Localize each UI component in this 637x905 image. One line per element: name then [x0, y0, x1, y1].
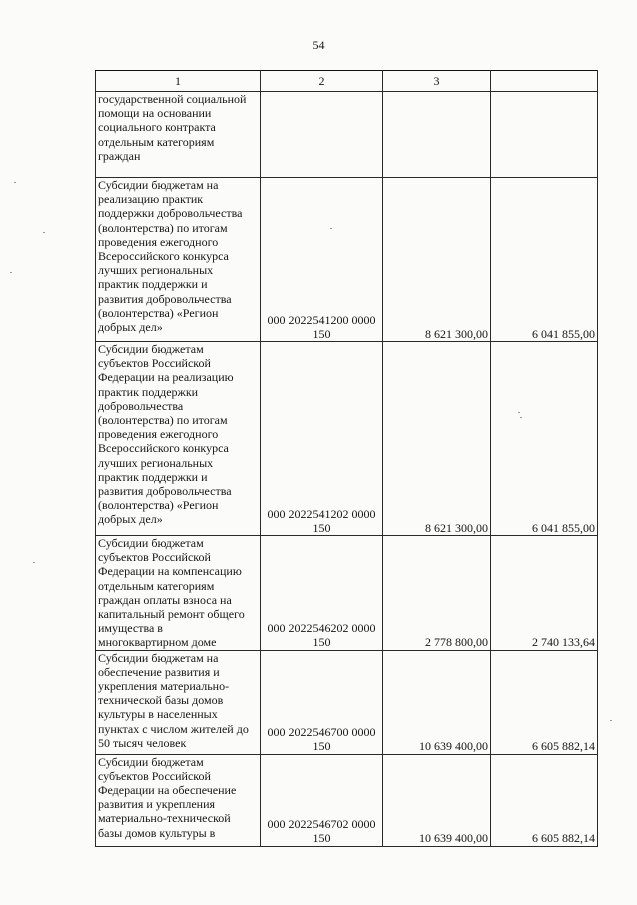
row-code: 000 2022541202 0000 150 — [267, 506, 376, 535]
row-actual-value: 6 605 882,14 — [491, 754, 598, 846]
scan-speck — [14, 182, 16, 183]
row-name-cell — [96, 536, 261, 651]
row-name-cell — [96, 178, 261, 342]
budget-revenue-table — [95, 70, 598, 847]
table-row — [96, 754, 598, 846]
row-plan-value — [383, 92, 491, 178]
row-code-cell — [261, 536, 383, 651]
row-code-cell — [261, 754, 383, 846]
row-plan-value: 8 621 300,00 — [383, 342, 491, 536]
row-name: Субсидии бюджетам на обеспечение развития и укрепления материально- технической базы домов культуры в населенных пунктах с числом жителей до 50 тысяч человек — [98, 650, 249, 750]
row-actual-value: 6 041 855,00 — [491, 342, 598, 536]
scan-speck — [43, 232, 45, 233]
row-name-cell — [96, 92, 261, 178]
row-code-cell — [261, 92, 383, 178]
row-name-cell — [96, 650, 261, 754]
page-number: 54 — [312, 38, 325, 52]
row-code-cell — [261, 650, 383, 754]
row-code: 000 2022546702 0000 150 — [267, 817, 376, 846]
scan-speck — [330, 228, 332, 229]
row-plan-value: 10 639 400,00 — [383, 754, 491, 846]
row-name: Субсидии бюджетам субъектов Российской Федерации на обеспечение развития и укрепления материально-технической базы домов культуры в — [98, 754, 237, 840]
table-row — [96, 178, 598, 342]
column-header-2: 2 — [261, 71, 383, 92]
row-code: 000 2022546700 0000 150 — [267, 725, 376, 754]
row-name: государственной социальной помощи на основании социального контракта отдельным категориям граждан — [98, 92, 247, 163]
row-code: 000 2022546202 0000 150 — [267, 621, 376, 650]
table-header-row — [96, 71, 598, 92]
row-actual-value — [491, 92, 598, 178]
scan-speck — [520, 417, 522, 418]
row-code-cell — [261, 342, 383, 536]
row-name: Субсидии бюджетам субъектов Российской Федерации на реализацию практик поддержки добровольчества (волонтерства) по итогам проведения ежегодного Всероссийского конкурса лучших региональных практик поддержки и развития добровольчества (волонтерства) «Регион добрых дел» — [98, 342, 234, 527]
scan-speck — [518, 412, 520, 413]
scan-speck — [33, 562, 35, 563]
table-row — [96, 536, 598, 651]
row-name: Субсидии бюджетам на реализацию практик поддержки добровольчества (волонтерства) по итогам проведения ежегодного Всероссийского конкурса лучших региональных практик поддержки и развития добровольчества (волонтерства) «Регион добрых дел» — [98, 178, 243, 335]
row-name-cell — [96, 754, 261, 846]
scan-speck — [610, 720, 612, 721]
table-row — [96, 650, 598, 754]
row-plan-value: 8 621 300,00 — [383, 178, 491, 342]
row-actual-value: 6 041 855,00 — [491, 178, 598, 342]
column-header-3: 3 — [383, 71, 491, 92]
row-actual-value: 2 740 133,64 — [491, 536, 598, 651]
column-header-1: 1 — [96, 71, 261, 92]
table-row — [96, 342, 598, 536]
scan-speck — [10, 272, 12, 273]
row-code: 000 2022541200 0000 150 — [267, 312, 376, 341]
row-name: Субсидии бюджетам субъектов Российской Федерации на компенсацию отдельным категориям граждан оплаты взноса на капитальный ремонт общего имущества в многоквартирном доме — [98, 536, 245, 650]
table-row — [96, 92, 598, 178]
row-code-cell — [261, 178, 383, 342]
column-header-4 — [491, 71, 598, 92]
row-plan-value: 2 778 800,00 — [383, 536, 491, 651]
row-actual-value: 6 605 882,14 — [491, 650, 598, 754]
row-name-cell — [96, 342, 261, 536]
row-plan-value: 10 639 400,00 — [383, 650, 491, 754]
